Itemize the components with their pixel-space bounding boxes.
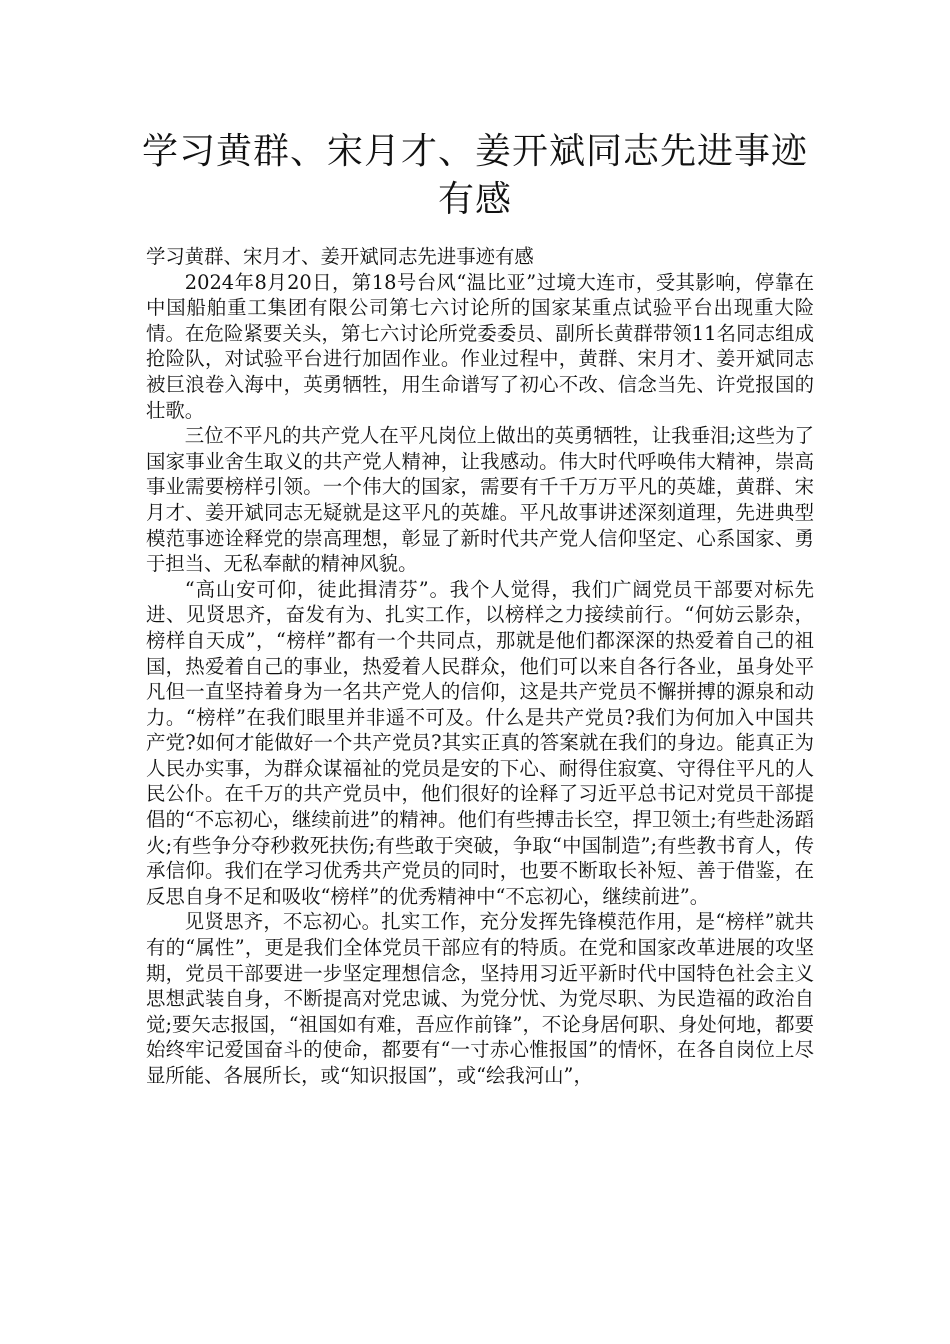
- paragraph-4: 见贤思齐，不忘初心。扎实工作，充分发挥先锋模范作用，是“榜样”就共有的“属性”，更是我们全体党员干部应有的特质。在党和国家改革进展的攻坚期，党员干部要进一步坚定理想信念，坚持用习近平新时代中国特色社会主义思想武装自身，不断提高对党忠诚、为党分忧、为党尽职、为民造福的政治自觉;要矢志报国，“祖国如有难，吾应作前锋”，不论身居何职、身处何地，都要始终牢记爱国奋斗的使命，都要有“一寸赤心惟报国”的情怀，在各自岗位上尽显所能、各展所长，或“知识报国”，或“绘我河山”，: [146, 910, 814, 1087]
- paragraph-1: 2024年8月20日，第18号台风“温比亚”过境大连市，受其影响，停靠在中国船舶重工集团有限公司第七六讨论所的国家某重点试验平台出现重大险情。在危险紧要关头，第七六讨论所党委委员、副所长黄群带领11名同志组成抢险队，对试验平台进行加固作业。作业过程中，黄群、宋月才、姜开斌同志被巨浪卷入海中，英勇牺牲，用生命谱写了初心不改、信念当先、许党报国的壮歌。: [146, 270, 814, 422]
- paragraph-3: “高山安可仰，徒此揖清芬”。我个人觉得，我们广阔党员干部要对标先进、见贤思齐，奋发有为、扎实工作，以榜样之力接续前行。“何妨云影杂，榜样自天成”，“榜样”都有一个共同点，那就是他们都深深的热爱着自己的祖国，热爱着自己的事业，热爱着人民群众，他们可以来自各行各业，虽身处平凡但一直坚持着身为一名共产党人的信仰，这是共产党员不懈拼搏的源泉和动力。“榜样”在我们眼里并非遥不可及。什么是共产党员?我们为何加入中国共产党?如何才能做好一个共产党员?其实正真的答案就在我们的身边。能真正为人民办实事，为群众谋福祉的党员是安的下心、耐得住寂寞、守得住平凡的人民公仆。在千万的共产党员中，他们很好的诠释了习近平总书记对党员干部提倡的“不忘初心，继续前进”的精神。他们有些搏击长空，捍卫领土;有些赴汤蹈火;有些争分夺秒救死扶伤;有些敢于突破，争取“中国制造”;有些教书育人，传承信仰。我们在学习优秀共产党员的同时，也要不断取长补短、善于借鉴，在反思自身不足和吸收“榜样”的优秀精神中“不忘初心，继续前进”。: [146, 577, 814, 908]
- paragraph-2: 三位不平凡的共产党人在平凡岗位上做出的英勇牺牲，让我垂泪;这些为了国家事业舍生取义的共产党人精神，让我感动。伟大时代呼唤伟大精神，崇高事业需要榜样引领。一个伟大的国家，需要有千千万万平凡的英雄，黄群、宋月才、姜开斌同志无疑就是这平凡的英雄。平凡故事讲述深刻道理，先进典型模范事迹诠释党的崇高理想，彰显了新时代共产党人信仰坚定、心系国家、勇于担当、无私奉献的精神风貌。: [146, 424, 814, 576]
- document-subtitle: 学习黄群、宋月才、姜开斌同志先进事迹有感: [146, 245, 534, 268]
- document-title: 学习黄群、宋月才、姜开斌同志先进事迹有感: [141, 131, 808, 220]
- document-body: [146, 244, 814, 1089]
